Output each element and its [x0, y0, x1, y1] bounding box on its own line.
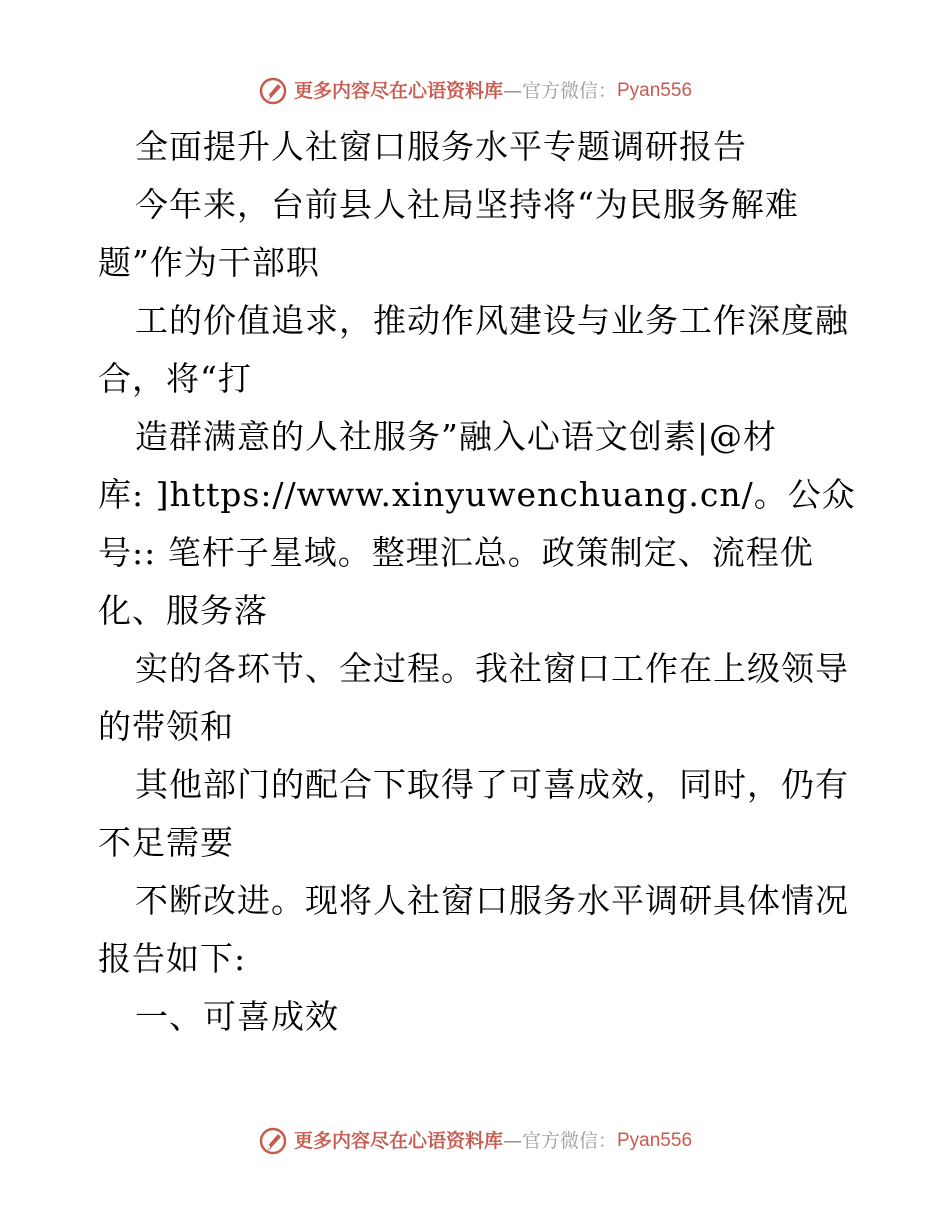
- banner-wechat-id: Pyan556: [617, 80, 693, 101]
- text-line: 不断改进。现将人社窗口服务水平调研具体情况: [135, 881, 849, 920]
- banner-dash: —: [502, 1130, 522, 1152]
- section-heading: 一、可喜成效: [135, 997, 339, 1036]
- text-line: 号:: 笔杆子星域。整理汇总。政策制定、流程优: [98, 533, 814, 572]
- banner-main-text: 更多内容尽在心语资料库: [293, 80, 503, 102]
- banner-dash: —: [502, 80, 522, 102]
- text-line: 题”作为干部职: [98, 243, 320, 282]
- text-line: 造群满意的人社服务”融入心语文创素|@材: [135, 417, 777, 456]
- text-line: 其他部门的配合下取得了可喜成效，同时，仍有: [135, 765, 849, 804]
- text-line: 报告如下:: [98, 939, 247, 978]
- banner-wechat-label: 官方微信：: [521, 80, 617, 102]
- text-line: 工的价值追求，推动作风建设与业务工作深度融: [135, 301, 849, 340]
- text-line: 实的各环节、全过程。我社窗口工作在上级领导: [135, 649, 849, 688]
- text-line: 不足需要: [98, 823, 234, 862]
- header-watermark-banner: [0, 76, 950, 106]
- document-title: 全面提升人社窗口服务水平专题调研报告: [135, 127, 747, 166]
- banner-wechat-label: 官方微信：: [521, 1130, 617, 1152]
- text-line: 合，将“打: [98, 359, 252, 398]
- banner-main-text: 更多内容尽在心语资料库: [293, 1130, 503, 1152]
- banner-wechat-id: Pyan556: [617, 1130, 693, 1151]
- footer-watermark-banner: [0, 1126, 950, 1156]
- document-body: [98, 118, 858, 1046]
- text-line: 库: ]https://www.xinyuwenchuang.cn/。公众: [98, 475, 856, 514]
- pen-logo-icon: [258, 1126, 288, 1156]
- text-line: 的带领和: [98, 707, 234, 746]
- pen-logo-icon: [258, 76, 288, 106]
- text-line: 今年来，台前县人社局坚持将“为民服务解难: [135, 185, 799, 224]
- text-line: 化、服务落: [98, 591, 268, 630]
